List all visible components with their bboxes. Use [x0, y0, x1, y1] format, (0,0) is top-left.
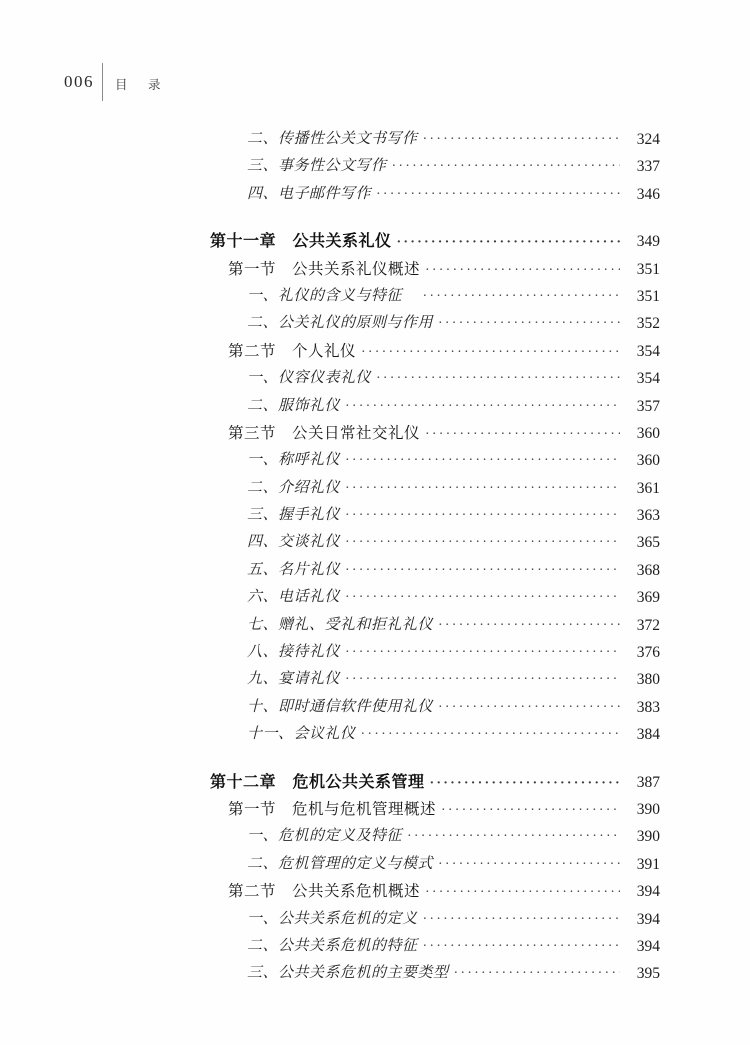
- folio-number: 006: [64, 72, 94, 91]
- toc-entry-title: 第一节 危机与危机管理概述: [228, 800, 437, 818]
- toc-entry-title: 五、名片礼仪: [247, 561, 341, 578]
- toc-entry-title: 第二节 个人礼仪: [228, 342, 357, 360]
- dot-leader: [345, 529, 620, 556]
- toc-entry-title: 第十二章 危机公共关系管理: [210, 773, 425, 791]
- toc-entry-title: 第二节 公共关系危机概述: [228, 883, 421, 901]
- toc-entry-title: 四、电子邮件写作: [247, 185, 372, 202]
- toc-entry-title: 二、服饰礼仪: [247, 397, 341, 414]
- dot-leader: [397, 228, 620, 255]
- toc-entry: [210, 612, 660, 639]
- toc-entry: [210, 181, 660, 208]
- toc-entry-page: 351: [636, 287, 660, 305]
- toc-entry: [210, 878, 660, 905]
- toc-entry-page: 395: [636, 965, 660, 983]
- toc-entry-title: 一、称呼礼仪: [247, 452, 341, 469]
- toc-entry-page: 384: [636, 726, 660, 744]
- toc-entry-page: 363: [636, 507, 660, 525]
- toc-entry: [210, 365, 660, 392]
- toc-entry-title: 二、公关礼仪的原则与作用: [247, 315, 434, 332]
- toc-entry-title: 七、赠礼、受礼和拒礼礼仪: [247, 616, 434, 633]
- dot-leader: [423, 126, 620, 153]
- toc-entry: [210, 557, 660, 584]
- dot-leader: [425, 256, 620, 283]
- toc-entry-title: 第三节 公关日常社交礼仪: [228, 424, 421, 442]
- page-header: [64, 62, 165, 102]
- toc-entry-title: 九、宴请礼仪: [247, 671, 341, 688]
- dot-leader: [345, 475, 620, 502]
- running-title: 目 录: [115, 78, 165, 92]
- dot-leader: [423, 283, 620, 310]
- toc-entry: [210, 851, 660, 878]
- dot-leader: [425, 420, 620, 447]
- dot-leader: [423, 933, 620, 960]
- toc-entry-page: 391: [636, 855, 660, 873]
- toc-entry-page: 324: [636, 131, 660, 148]
- dot-leader: [430, 769, 620, 796]
- toc-entry: [210, 126, 660, 153]
- dot-leader: [345, 393, 620, 420]
- toc-entry: [210, 256, 660, 283]
- toc-entry: [210, 666, 660, 693]
- toc-entry-title: 十一、会议礼仪: [247, 726, 356, 743]
- toc-entry-page: 360: [636, 424, 660, 442]
- toc-entry-title: 一、公共关系危机的定义: [247, 910, 418, 927]
- toc-entry: [210, 153, 660, 180]
- toc-entry: [210, 721, 660, 748]
- toc-entry-title: 四、交谈礼仪: [247, 534, 341, 551]
- toc-entry-page: 365: [636, 534, 660, 552]
- toc-entry: [210, 310, 660, 337]
- toc-entry: [210, 228, 660, 255]
- toc-entry-title: 八、接待礼仪: [247, 644, 341, 661]
- toc-entry-page: 380: [636, 671, 660, 689]
- toc-entry: [210, 584, 660, 611]
- dot-leader: [361, 721, 620, 748]
- toc-entry-title: 一、礼仪的含义与特征: [247, 287, 418, 304]
- dot-leader: [438, 310, 620, 337]
- dot-leader: [438, 851, 620, 878]
- toc-entry: [210, 933, 660, 960]
- toc-entry-title: 一、危机的定义及特征: [247, 828, 403, 845]
- toc-entry-page: 368: [636, 561, 660, 579]
- dot-leader: [345, 584, 620, 611]
- toc-entry-page: 354: [636, 342, 660, 360]
- toc-entry-page: 387: [636, 773, 660, 791]
- dot-leader: [392, 153, 620, 180]
- toc-entry-page: 354: [636, 370, 660, 388]
- header-divider: [102, 63, 103, 101]
- toc-entry-title: 三、公共关系危机的主要类型: [247, 965, 449, 982]
- toc-entry-title: 十、即时通信软件使用礼仪: [247, 698, 434, 715]
- dot-leader: [345, 639, 620, 666]
- toc-entry-page: 394: [636, 910, 660, 928]
- toc-entry-page: 361: [636, 479, 660, 497]
- toc-entry-page: 352: [636, 315, 660, 333]
- dot-leader: [438, 612, 620, 639]
- toc-entry-title: 二、危机管理的定义与模式: [247, 855, 434, 872]
- toc-entry: [210, 475, 660, 502]
- dot-leader: [441, 796, 620, 823]
- toc-entry: [210, 420, 660, 447]
- toc-entry: [210, 769, 660, 796]
- toc-entry-title: 一、仪容仪表礼仪: [247, 370, 372, 387]
- toc-entry: [210, 694, 660, 721]
- toc-list: [210, 126, 660, 988]
- toc-entry-page: 346: [636, 185, 660, 203]
- toc-entry-title: 二、介绍礼仪: [247, 479, 341, 496]
- toc-entry: [210, 338, 660, 365]
- toc-entry-title: 二、传播性公关文书写作: [247, 131, 418, 147]
- dot-leader: [345, 502, 620, 529]
- toc-entry-title: 三、事务性公文写作: [247, 158, 387, 175]
- toc-entry-page: 369: [636, 589, 660, 607]
- toc-entry-page: 372: [636, 616, 660, 634]
- dot-leader: [425, 878, 620, 905]
- toc-entry: [210, 529, 660, 556]
- toc-entry-page: 390: [636, 800, 660, 818]
- toc-entry: [210, 796, 660, 823]
- toc-entry-page: 360: [636, 452, 660, 470]
- dot-leader: [454, 960, 620, 987]
- dot-leader: [345, 447, 620, 474]
- toc-entry-page: 357: [636, 397, 660, 415]
- toc-entry-page: 351: [636, 260, 660, 278]
- dot-leader: [438, 694, 620, 721]
- toc-entry: [210, 502, 660, 529]
- dot-leader: [345, 557, 620, 584]
- toc-entry-title: 第十一章 公共关系礼仪: [210, 233, 392, 251]
- dot-leader: [361, 338, 620, 365]
- toc-entry-page: 376: [636, 644, 660, 662]
- toc-entry-page: 383: [636, 698, 660, 716]
- toc-entry: [210, 823, 660, 850]
- toc-entry-title: 三、握手礼仪: [247, 507, 341, 524]
- dot-leader: [345, 666, 620, 693]
- toc-entry: [210, 906, 660, 933]
- toc-entry: [210, 283, 660, 310]
- toc-entry-page: 394: [636, 883, 660, 901]
- dot-leader: [407, 823, 620, 850]
- toc-entry-page: 394: [636, 937, 660, 955]
- toc-entry: [210, 960, 660, 987]
- toc-entry: [210, 639, 660, 666]
- toc-entry-page: 349: [636, 233, 660, 251]
- toc-entry-title: 六、电话礼仪: [247, 589, 341, 606]
- toc-entry-page: 337: [636, 158, 660, 176]
- toc-entry-page: 390: [636, 828, 660, 846]
- toc-entry-title: 第一节 公共关系礼仪概述: [228, 260, 421, 278]
- dot-leader: [423, 906, 620, 933]
- toc-entry-title: 二、公共关系危机的特征: [247, 937, 418, 954]
- dot-leader: [376, 365, 620, 392]
- toc-entry: [210, 393, 660, 420]
- dot-leader: [376, 181, 620, 208]
- toc-entry: [210, 447, 660, 474]
